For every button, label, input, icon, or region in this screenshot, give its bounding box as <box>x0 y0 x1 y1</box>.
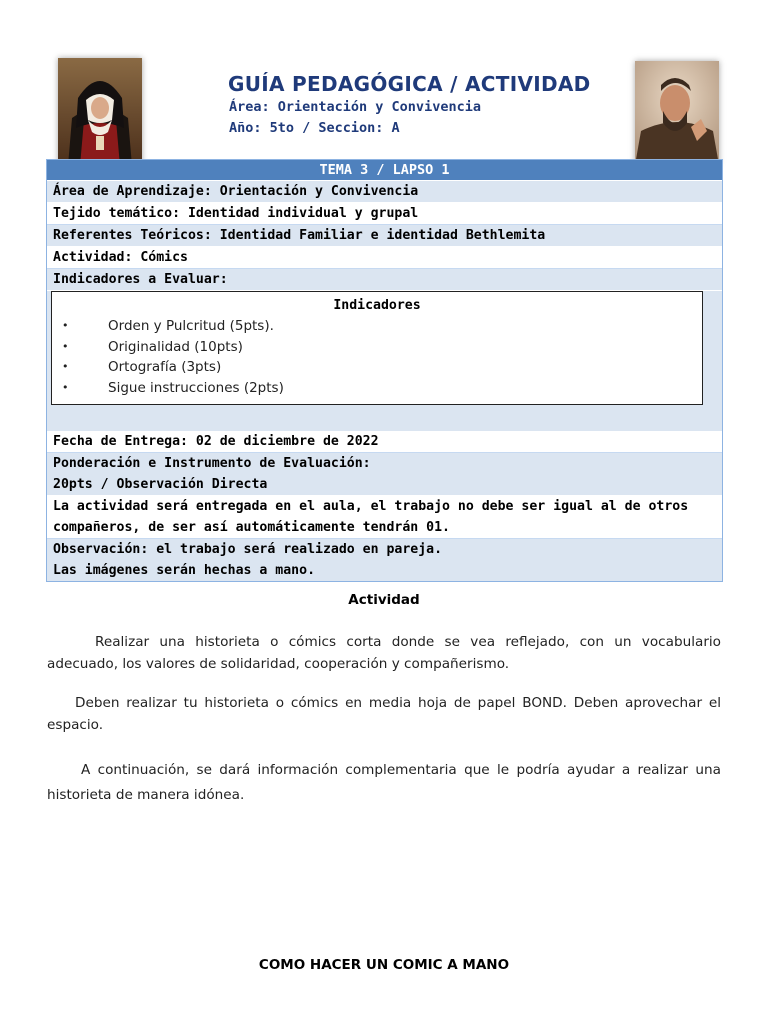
indicator-item <box>52 316 702 337</box>
row-learning-area: Área de Aprendizaje: Orientación y Convivencia <box>47 181 722 203</box>
indicators-box <box>51 291 703 405</box>
comic-howto-heading: COMO HACER UN COMIC A MANO <box>258 957 510 973</box>
nun-portrait-image <box>58 58 142 166</box>
row-thematic-fabric: Tejido temático: Identidad individual y grupal <box>47 203 722 225</box>
indicators-container <box>47 291 722 431</box>
row-delivery-line2: compañeros, de ser así automáticamente tendrán 01. <box>47 517 722 539</box>
row-due-date: Fecha de Entrega: 02 de diciembre de 2022 <box>47 431 722 453</box>
bullet-icon: • <box>62 339 69 353</box>
activity-heading: Actividad <box>348 592 420 608</box>
page-title: GUÍA PEDAGÓGICA / ACTIVIDAD <box>228 72 591 96</box>
activity-paragraph-2: Deben realizar tu historieta o cómics en media hoja de papel BOND. Deben aprovechar el espacio. <box>47 695 721 733</box>
activity-info-table <box>46 159 723 582</box>
table-header-topic: TEMA 3 / LAPSO 1 <box>47 160 722 181</box>
indicators-title: Indicadores <box>333 298 421 313</box>
row-activity: Actividad: Cómics <box>47 247 722 269</box>
indicator-text: Originalidad (10pts) <box>108 338 243 355</box>
bullet-icon: • <box>62 319 69 332</box>
bullet-icon: • <box>62 380 69 394</box>
indicator-item <box>52 378 702 399</box>
row-weighting-value: 20pts / Observación Directa <box>47 474 722 496</box>
row-observation-line2: Las imágenes serán hechas a mano. <box>47 560 722 581</box>
row-observation-line1: Observación: el trabajo será realizado en pareja. <box>47 539 722 560</box>
grade-section: Año: 5to / Seccion: A <box>229 120 400 136</box>
indicator-item <box>52 357 702 378</box>
indicator-text: Ortografía (3pts) <box>108 359 222 375</box>
row-theoretical-references: Referentes Teóricos: Identidad Familiar e identidad Bethlemita <box>47 225 722 247</box>
indicator-text: Sigue instrucciones (2pts) <box>108 379 284 396</box>
activity-paragraph-1: Realizar una historieta o cómics corta donde se vea reflejado, con un vocabulario adecuado, los valores de solidaridad, cooperación y compañerismo. <box>47 634 721 672</box>
indicator-text: Orden y Pulcritud (5pts). <box>108 318 274 334</box>
row-delivery-line1: La actividad será entregada en el aula, el trabajo no debe ser igual al de otros <box>47 496 722 517</box>
subject-area: Área: Orientación y Convivencia <box>229 99 481 115</box>
bullet-icon: • <box>62 360 69 373</box>
row-weighting-label: Ponderación e Instrumento de Evaluación: <box>47 453 722 474</box>
friar-portrait-image <box>635 61 719 165</box>
indicator-item <box>52 337 702 358</box>
row-indicators-label: Indicadores a Evaluar: <box>47 269 722 291</box>
activity-paragraph-3: A continuación, se dará información complementaria que le podría ayudar a realizar una historieta de manera idónea. <box>47 762 721 803</box>
